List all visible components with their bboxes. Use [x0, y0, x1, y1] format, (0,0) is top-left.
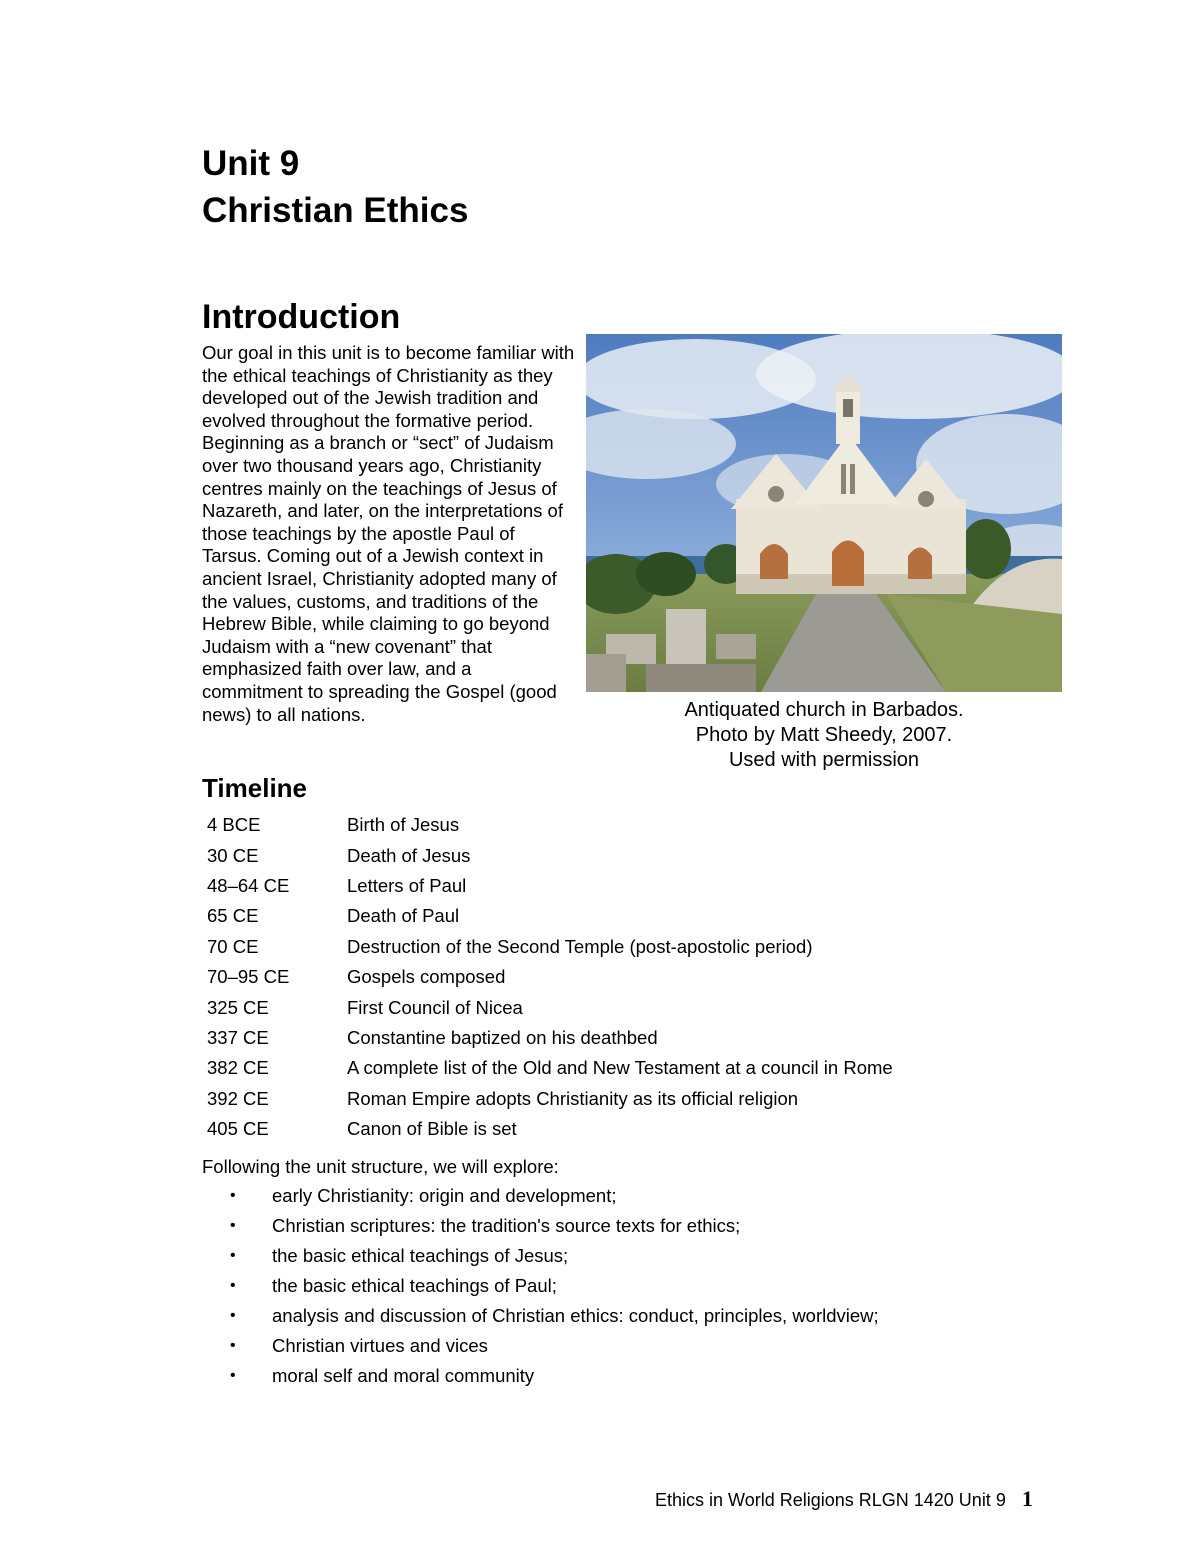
- bullet-icon: •: [230, 1337, 236, 1354]
- timeline-event: Letters of Paul: [347, 874, 467, 896]
- list-item: [230, 1211, 879, 1241]
- introduction-paragraph: Our goal in this unit is to become familiar with the ethical teachings of Christianity as they developed out of the Jewish tradition and evolved throughout the formative period. Beginning as a branch or “sect” of Judaism over two thousand years ago, Christianity centres mainly on the teachings of Jesus of Nazareth, and later, on the interpretations of those teachings by the apostle Paul of Tarsus. Coming out of a Jewish context in ancient Israel, Christianity adopted many of the values, customs, and traditions of the Hebrew Bible, while claiming to go beyond Judaism with a “new covenant” that emphasized faith over law, and a commitment to spreading the Gospel (good news) to all nations.: [202, 342, 575, 725]
- timeline-date: 4 BCE: [207, 814, 261, 836]
- caption-line: Photo by Matt Sheedy, 2007.: [695, 724, 953, 746]
- timeline-row: [207, 1023, 1067, 1053]
- timeline-row: [207, 1053, 1067, 1083]
- unit-name: Christian Ethics: [202, 191, 469, 230]
- bullet-icon: •: [230, 1247, 236, 1264]
- caption-line: Antiquated church in Barbados.: [684, 699, 964, 721]
- timeline-date: 405 CE: [207, 1118, 269, 1140]
- timeline-row: [207, 932, 1067, 962]
- bullet-icon: •: [230, 1367, 236, 1384]
- list-item-text: Christian virtues and vices: [272, 1335, 488, 1356]
- list-item-text: moral self and moral community: [272, 1365, 535, 1386]
- list-item-text: Christian scriptures: the tradition's source texts for ethics;: [272, 1215, 741, 1236]
- timeline-row: [207, 1084, 1067, 1114]
- timeline-date: 382 CE: [207, 1057, 269, 1079]
- timeline-event: Constantine baptized on his deathbed: [347, 1026, 658, 1048]
- timeline-date: 48–64 CE: [207, 874, 290, 896]
- timeline-event: First Council of Nicea: [347, 996, 523, 1018]
- list-item: [230, 1271, 879, 1301]
- timeline-date: 65 CE: [207, 905, 259, 927]
- timeline-event: A complete list of the Old and New Testament at a council in Rome: [347, 1057, 893, 1079]
- timeline-event: Canon of Bible is set: [347, 1118, 517, 1140]
- explore-intro: Following the unit structure, we will explore:: [202, 1156, 559, 1177]
- explore-list: [230, 1181, 879, 1391]
- timeline-heading: Timeline: [202, 773, 308, 803]
- list-item: [230, 1241, 879, 1271]
- list-item: [230, 1361, 879, 1391]
- caption-line: Used with permission: [728, 749, 920, 771]
- list-item-text: early Christianity: origin and development;: [272, 1185, 617, 1206]
- bullet-icon: •: [230, 1217, 236, 1234]
- timeline-date: 337 CE: [207, 1026, 269, 1048]
- timeline-event: Gospels composed: [347, 966, 506, 988]
- timeline-date: 392 CE: [207, 1087, 269, 1109]
- timeline-event: Death of Paul: [347, 905, 460, 927]
- timeline-row: [207, 992, 1067, 1022]
- timeline-row: [207, 1114, 1067, 1144]
- photo-caption: [586, 698, 1062, 773]
- footer-course: Ethics in World Religions RLGN 1420 Unit 9: [655, 1490, 1006, 1510]
- timeline-table: [207, 810, 1067, 1144]
- list-item: [230, 1181, 879, 1211]
- timeline-row: [207, 901, 1067, 931]
- timeline-date: 70 CE: [207, 935, 259, 957]
- unit-number: Unit 9: [202, 144, 300, 183]
- timeline-row: [207, 840, 1067, 870]
- bullet-icon: •: [230, 1187, 236, 1204]
- timeline-event: Birth of Jesus: [347, 814, 460, 836]
- list-item-text: the basic ethical teachings of Jesus;: [272, 1245, 569, 1266]
- timeline-date: 30 CE: [207, 844, 259, 866]
- timeline-date: 70–95 CE: [207, 966, 290, 988]
- church-photo: [586, 334, 1062, 692]
- timeline-row: [207, 871, 1067, 901]
- bullet-icon: •: [230, 1307, 236, 1324]
- timeline-row: [207, 810, 1067, 840]
- timeline-event: Death of Jesus: [347, 844, 471, 866]
- timeline-event: Destruction of the Second Temple (post-apostolic period): [347, 935, 813, 957]
- timeline-event: Roman Empire adopts Christianity as its official religion: [347, 1087, 799, 1109]
- list-item: [230, 1331, 879, 1361]
- list-item: [230, 1301, 879, 1331]
- unit-title: [202, 140, 802, 234]
- list-item-text: the basic ethical teachings of Paul;: [272, 1275, 557, 1296]
- list-item-text: analysis and discussion of Christian ethics: conduct, principles, worldview;: [272, 1305, 879, 1326]
- timeline-date: 325 CE: [207, 996, 269, 1018]
- timeline-row: [207, 962, 1067, 992]
- page-footer: [655, 1486, 1033, 1513]
- bullet-icon: •: [230, 1277, 236, 1294]
- introduction-heading: Introduction: [202, 298, 401, 336]
- page-number: 1: [1021, 1486, 1033, 1511]
